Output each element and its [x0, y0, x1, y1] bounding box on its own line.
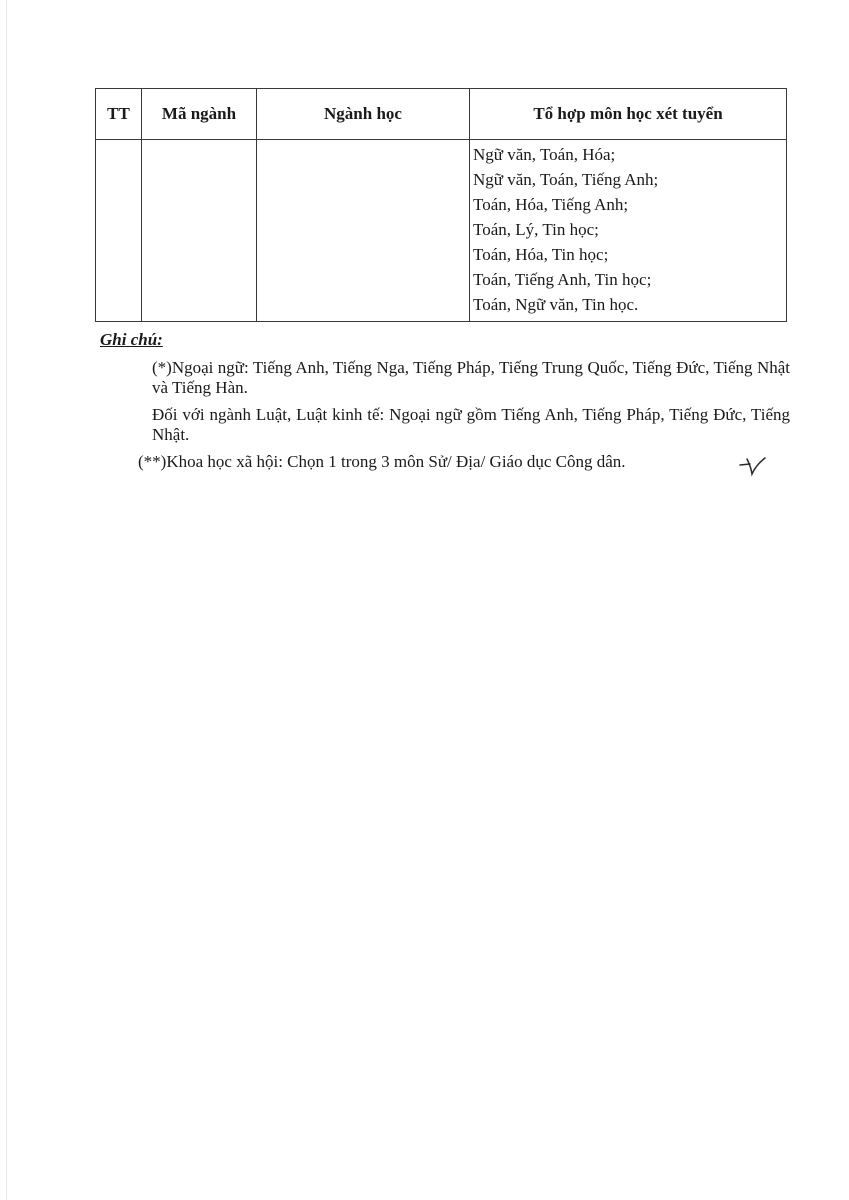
- combination-item: Toán, Hóa, Tiếng Anh;: [473, 195, 629, 214]
- notes-section: [100, 330, 790, 479]
- note-social-science: (**)Khoa học xã hội: Chọn 1 trong 3 môn Sử/ Địa/ Giáo dục Công dân.: [138, 452, 626, 471]
- header-major-code: Mã ngành: [142, 89, 257, 140]
- notes-heading: Ghi chú:: [100, 330, 163, 349]
- header-major-name: Ngành học: [257, 89, 470, 140]
- header-subject-combination: Tổ hợp môn học xét tuyển: [470, 89, 787, 140]
- page-edge-line: [6, 0, 7, 1200]
- combination-item: Ngữ văn, Toán, Hóa;: [473, 145, 616, 164]
- note-foreign-language: (*)Ngoại ngữ: Tiếng Anh, Tiếng Nga, Tiếng Pháp, Tiếng Trung Quốc, Tiếng Đức, Tiếng Nhật và Tiếng Hàn.: [152, 358, 790, 397]
- note-law-majors: Đối với ngành Luật, Luật kinh tế: Ngoại ngữ gồm Tiếng Anh, Tiếng Pháp, Tiếng Đức, Tiếng Nhật.: [152, 405, 790, 444]
- combination-item: Toán, Ngữ văn, Tin học.: [473, 295, 639, 314]
- cell-tt: [96, 140, 142, 322]
- cell-subject-combinations: [470, 140, 787, 322]
- combination-item: Ngữ văn, Toán, Tiếng Anh;: [473, 170, 659, 189]
- combination-item: Toán, Hóa, Tin học;: [473, 245, 609, 264]
- handwritten-initials-mark: [738, 455, 768, 477]
- admission-combinations-table: [95, 88, 787, 322]
- header-tt: TT: [96, 89, 142, 140]
- combination-item: Toán, Lý, Tin học;: [473, 220, 599, 239]
- cell-major-code: [142, 140, 257, 322]
- table-row: [96, 140, 787, 322]
- table-header-row: [96, 89, 787, 140]
- cell-major-name: [257, 140, 470, 322]
- combination-item: Toán, Tiếng Anh, Tin học;: [473, 270, 652, 289]
